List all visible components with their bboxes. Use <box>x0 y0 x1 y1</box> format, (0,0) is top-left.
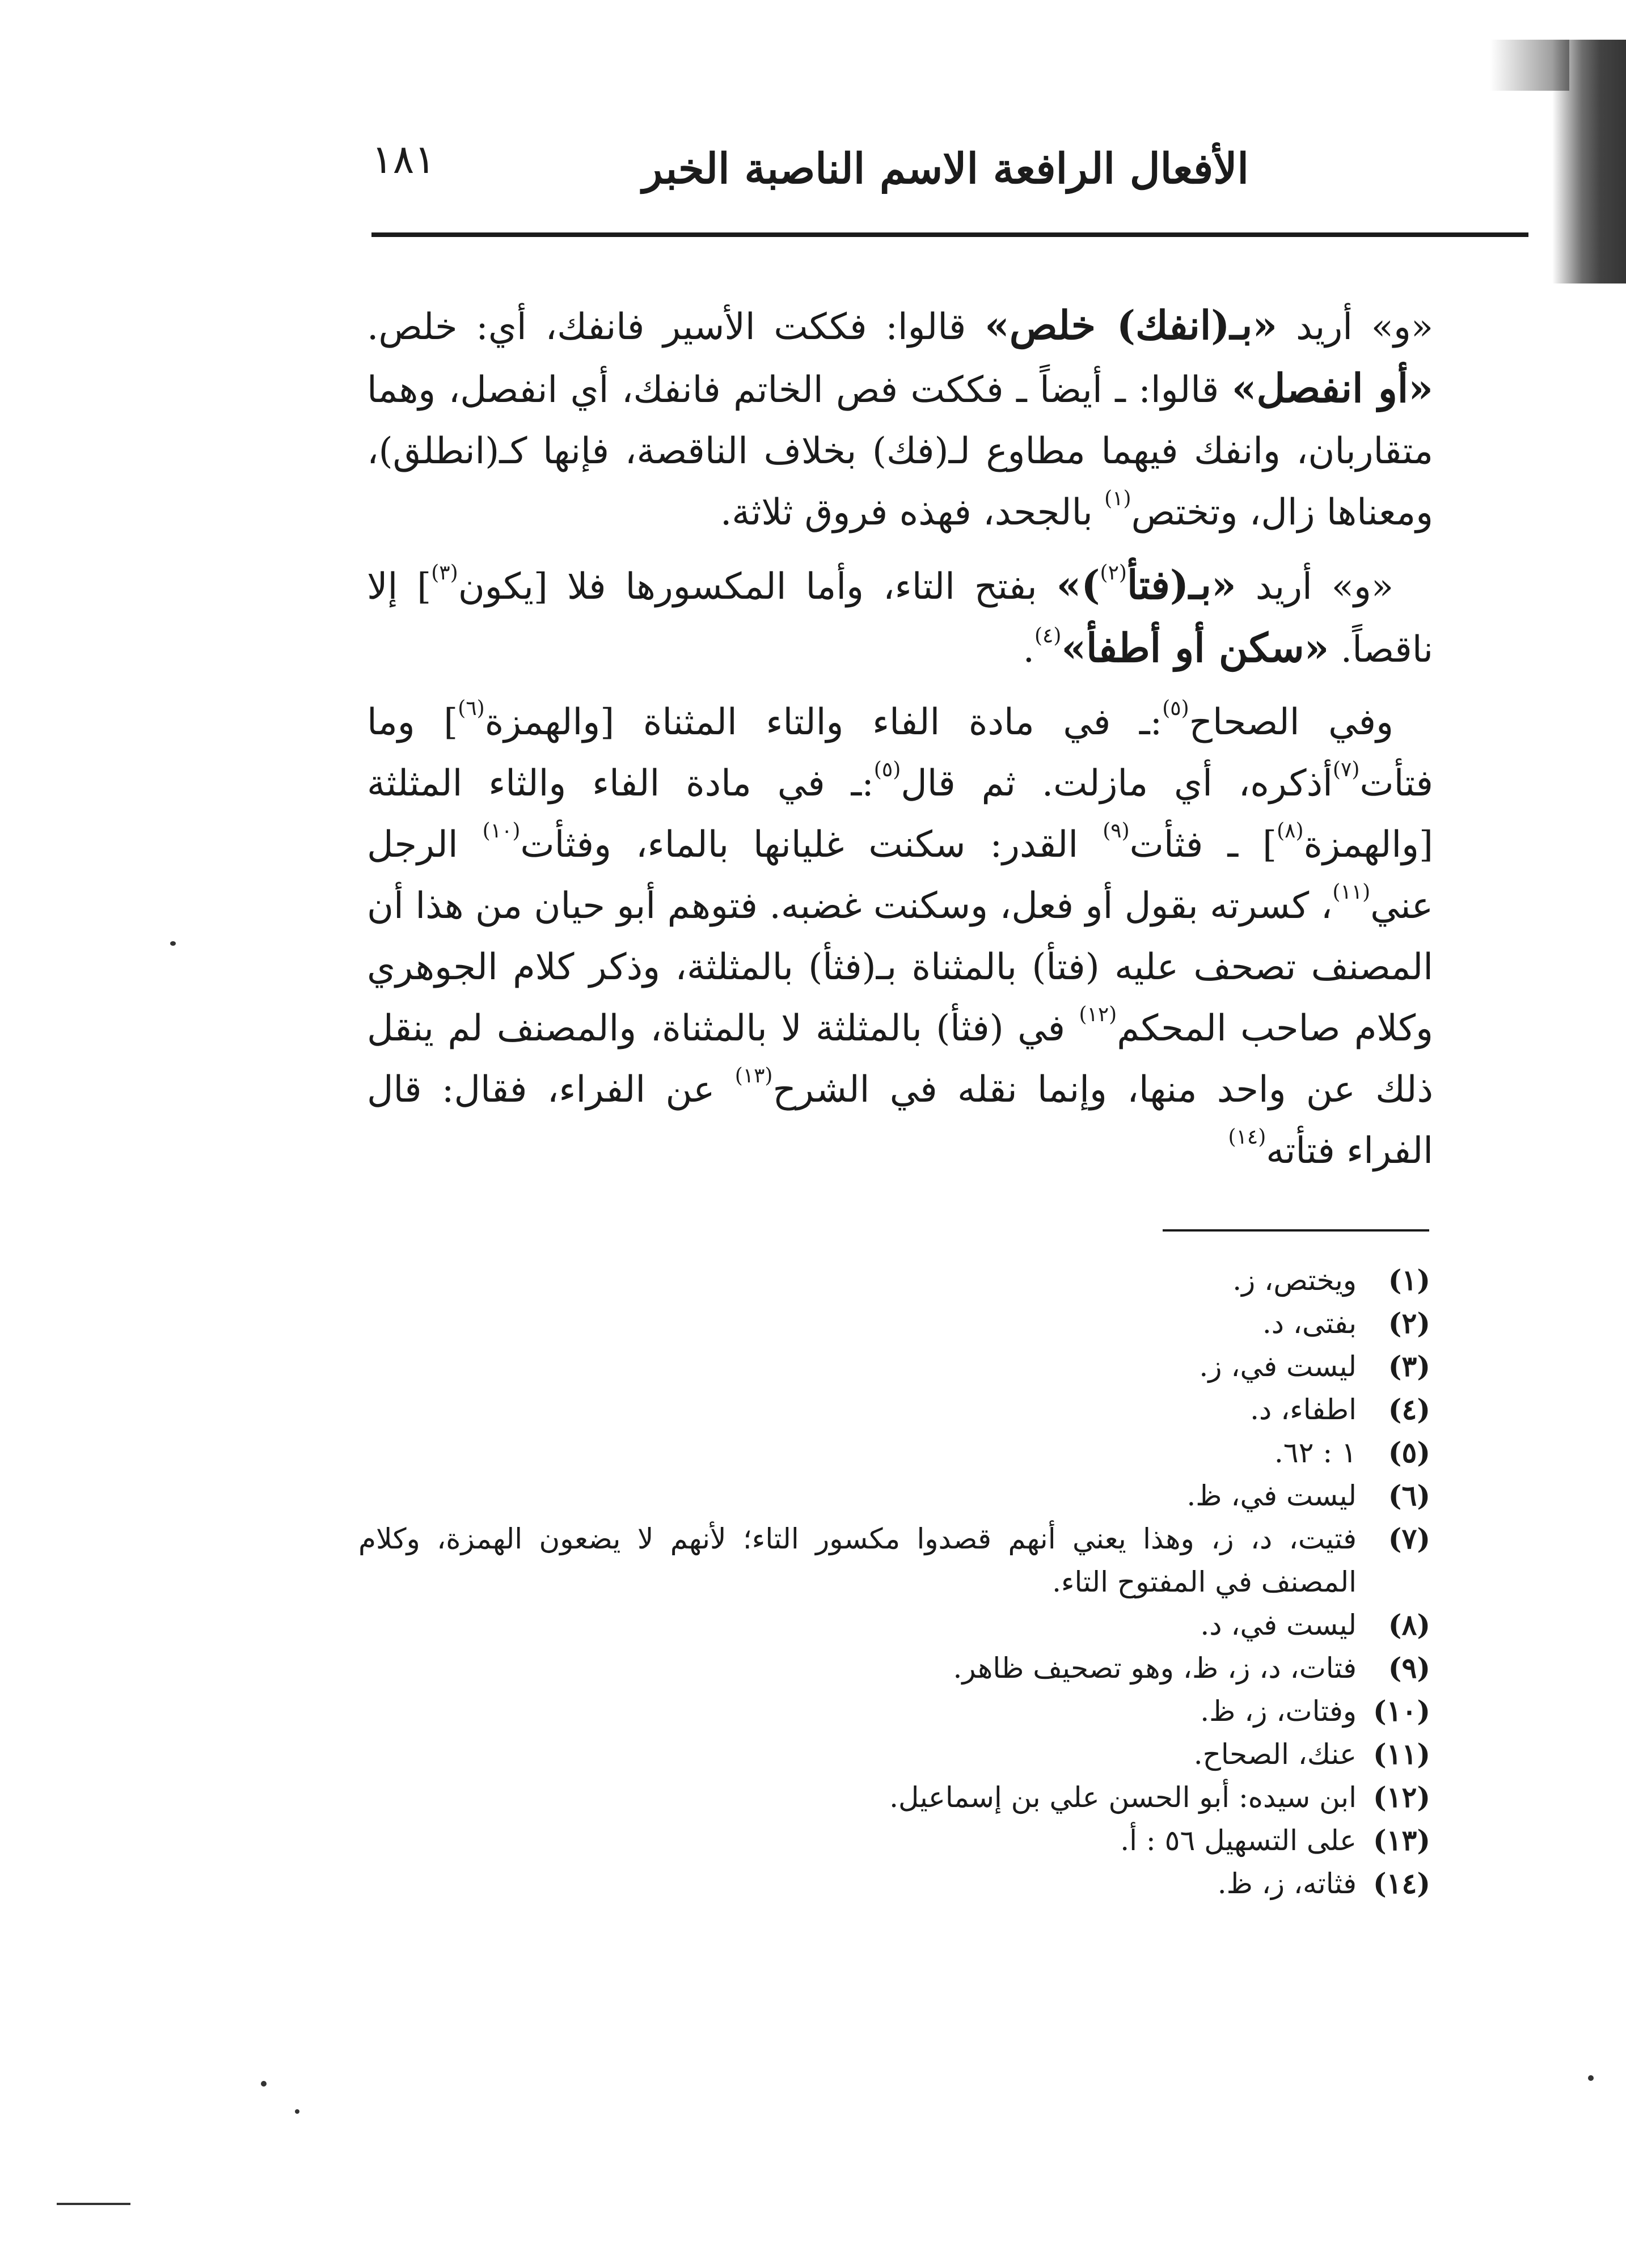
text-run: «و» أريد <box>1277 306 1434 348</box>
text-run: عن الفراء، فقال: قال الفراء فتأته <box>367 1069 1433 1172</box>
footnote-number: (٥) <box>1388 1436 1430 1469</box>
footnote-text: ليست في، د. <box>1200 1609 1357 1641</box>
footnote-number: (١٤) <box>1372 1867 1430 1900</box>
footnote-text: عنك، الصحاح. <box>1193 1738 1357 1771</box>
text-run: وفي الصحاح <box>1189 701 1393 743</box>
text-run: ، كسرته بقول أو فعل، وسكنت غضبه. فتوهم أبو حيان من هذا أن المصنف تصحف عليه (فتأ) بالمثناة بـ(فثأ) بالمثلثة، وذكر كلام الجوهري وكلام صاحب المحكم <box>367 885 1434 1050</box>
footnote-text: ويختص، ز. <box>1232 1264 1357 1297</box>
footnote-ref: (٥) <box>1162 697 1189 720</box>
footnote-ref: (١٢) <box>1079 1003 1117 1026</box>
footnote-text: بفتى، د. <box>1262 1307 1357 1340</box>
page-number: ١٨١ <box>371 136 436 183</box>
footnotes-list <box>358 1259 1430 1905</box>
footnote-ref: (١١) <box>1332 881 1371 904</box>
footnote-item <box>358 1345 1430 1388</box>
scan-speck <box>1588 2075 1594 2081</box>
footnote-item <box>358 1690 1430 1733</box>
footnote-number: (١٢) <box>1372 1780 1430 1814</box>
scan-shadow-corner <box>1490 40 1569 91</box>
footnote-number: (١٠) <box>1372 1694 1430 1728</box>
footnote-number: (٦) <box>1388 1479 1430 1512</box>
text-run: أذكره، أي مازلت. ثم قال <box>901 763 1333 805</box>
running-head: الأفعال الرافعة الاسم الناصبة الخبر <box>642 145 1249 193</box>
footnote-ref: (١٠) <box>482 819 521 843</box>
emphasis-run: )» <box>1056 561 1100 608</box>
emphasis-run: «بـ(فتأ <box>1126 561 1236 608</box>
text-run: في (فثأ) بالمثلثة لا بالمثناة، والمصنف لم ينقل ذلك عن واحد منها، وإنما نقله في الشرح <box>367 1008 1434 1111</box>
footnote-item <box>358 1474 1430 1517</box>
footnote-number: (١) <box>1388 1263 1430 1297</box>
footnote-ref: (٣) <box>431 561 458 585</box>
footnote-text: ليست في، ظ. <box>1186 1479 1357 1512</box>
text-run: قالوا: فككت الأسير فانفك، أي: خلص. <box>367 306 985 348</box>
text-run: ] إلا ناقصاً. <box>367 566 1433 671</box>
footnote-item <box>358 1776 1430 1819</box>
footnote-number: (٢) <box>1388 1306 1430 1340</box>
footnote-ref: (١٤) <box>1228 1125 1266 1149</box>
text-run: بالجحد، فهذه فروق ثلاثة. <box>720 492 1105 534</box>
footnote-item <box>358 1733 1430 1776</box>
footnote-number: (١٣) <box>1372 1823 1430 1857</box>
text-run: . <box>1023 629 1034 671</box>
footnote-number: (٣) <box>1388 1349 1430 1383</box>
footnote-ref: (٧) <box>1332 758 1360 781</box>
footnote-item <box>358 1431 1430 1474</box>
footnote-item <box>358 1302 1430 1345</box>
footnote-number: (٤) <box>1388 1393 1430 1426</box>
scan-speck <box>295 2109 299 2114</box>
emphasis-run: «بـ(انفك) خلص» <box>985 302 1278 349</box>
footnote-item <box>358 1388 1430 1431</box>
text-run: قالوا: ـ أيضاً ـ فككت فص الخاتم فانفك، أي انفصل، وهما متقاربان، وانفك فيهما مطاوع لـ(فك) بخلاف الناقصة، فإنها كـ(انطلق)، ومعناها زال، وتختص <box>367 369 1433 534</box>
text-run: ] ـ فثأت <box>1129 824 1277 866</box>
footnote-number: (٧) <box>1388 1522 1430 1555</box>
header-rule <box>371 232 1528 237</box>
footnote-item <box>358 1603 1430 1647</box>
footnote-ref: (٥) <box>873 758 901 781</box>
footnote-text: وفتات، ز، ظ. <box>1200 1695 1357 1728</box>
footnote-text: ابن سيده: أبو الحسن علي بن إسماعيل. <box>889 1781 1357 1814</box>
footnote-item <box>358 1647 1430 1690</box>
paragraph-1 <box>367 295 1433 543</box>
footnote-number: (١١) <box>1372 1737 1430 1771</box>
footnote-ref: (٦) <box>458 697 485 720</box>
text-run: ] وما فتأت <box>367 701 1434 805</box>
paragraph-2 <box>367 555 1433 680</box>
footnote-ref: (٢) <box>1100 561 1127 585</box>
footnote-text: على التسهيل ٥٦ : أ. <box>1120 1824 1357 1857</box>
footnote-ref: (١٣) <box>734 1064 773 1088</box>
footnote-text: اطفاء، د. <box>1250 1393 1357 1426</box>
text-run: القدر: سكنت غليانها بالماء، وفثأت <box>520 824 1103 866</box>
emphasis-run: «سكن أو أطفأ» <box>1061 624 1329 671</box>
footnote-number: (٨) <box>1388 1608 1430 1641</box>
footnote-item <box>358 1259 1430 1302</box>
main-text <box>367 295 1433 1193</box>
scan-speck <box>57 2203 130 2205</box>
footnote-text: ليست في، ز. <box>1199 1350 1357 1383</box>
scan-speck <box>170 941 176 946</box>
text-run: :ـ في مادة الفاء والتاء المثناة [والهمزة <box>484 701 1163 743</box>
footnote-text: فثاته، ز، ظ. <box>1217 1867 1357 1900</box>
paragraph-3 <box>367 692 1433 1182</box>
footnote-separator <box>1163 1229 1429 1232</box>
text-run: الرجل عني <box>367 824 1434 927</box>
footnote-ref: (١) <box>1104 487 1131 510</box>
footnote-item <box>358 1862 1430 1905</box>
footnote-ref: (٨) <box>1277 819 1304 843</box>
footnote-text: ١ : ٦٢. <box>1274 1436 1357 1469</box>
text-run: بفتح التاء، وأما المكسورها فلا [يكون <box>458 566 1057 608</box>
footnote-item <box>358 1819 1430 1862</box>
footnote-text: فتات، د، ز، ظ، وهو تصحيف ظاهر. <box>953 1652 1357 1685</box>
footnote-item <box>358 1517 1430 1603</box>
scan-speck <box>261 2081 267 2087</box>
text-run: «و» أريد <box>1236 566 1394 608</box>
footnote-ref: (٤) <box>1034 624 1062 648</box>
footnote-text: فتيت، د، ز، وهذا يعني أنهم قصدوا مكسور التاء؛ لأنهم لا يضعون الهمزة، وكلام المصنف في المفتوح التاء. <box>358 1522 1357 1598</box>
footnote-number: (٩) <box>1388 1651 1430 1685</box>
emphasis-run: «أو انفصل» <box>1231 365 1433 412</box>
text-run: :ـ في مادة الفاء والثاء المثلثة [والهمزة <box>367 763 1434 866</box>
footnote-ref: (٩) <box>1103 819 1130 843</box>
